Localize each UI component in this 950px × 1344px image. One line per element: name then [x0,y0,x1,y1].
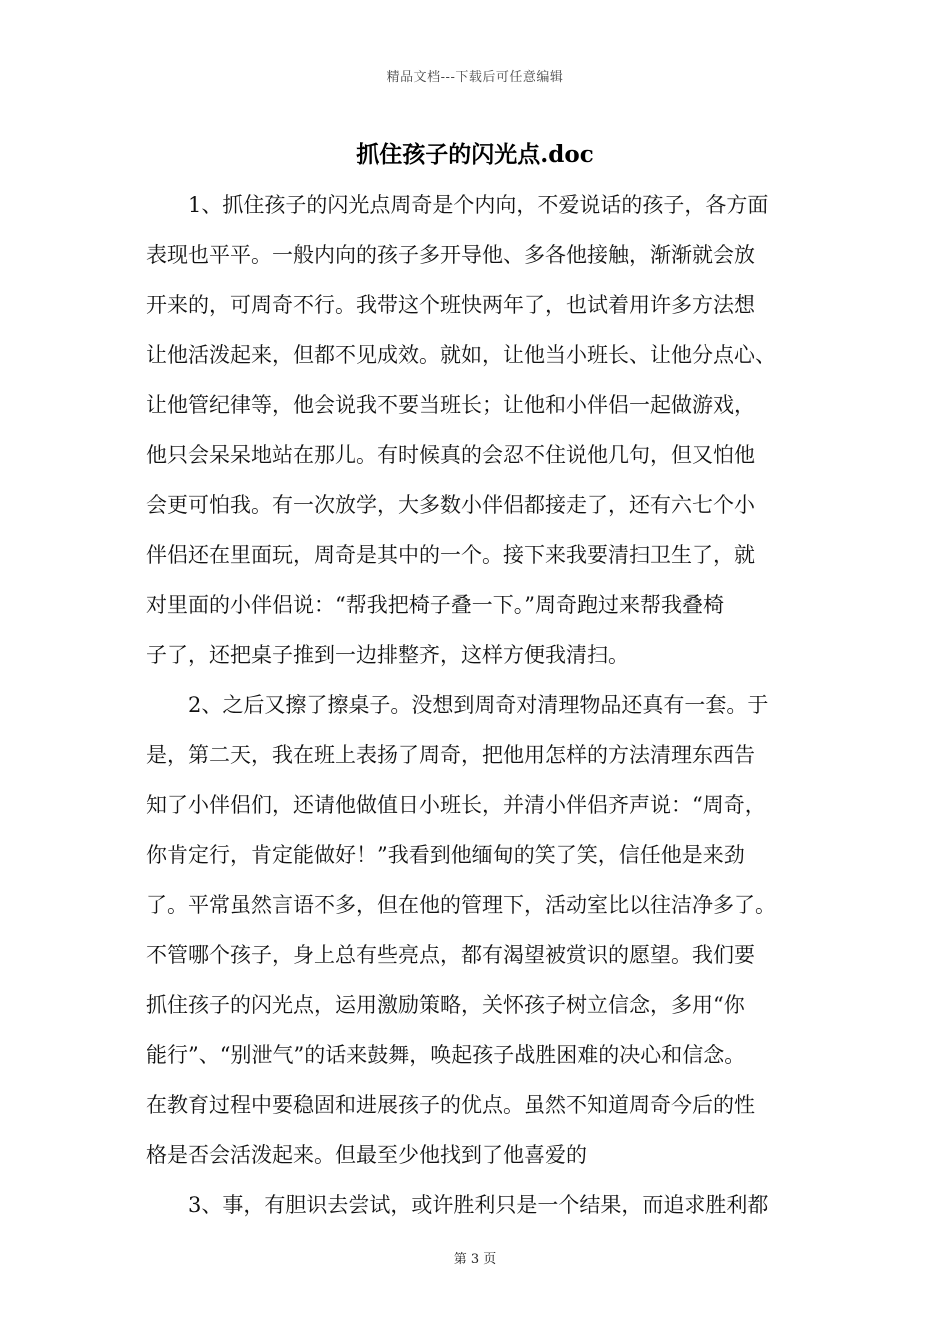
body-line: 格是否会活泼起来。但最至少他找到了他喜爱的 [146,1143,587,1167]
page-header: 精品文档---下载后可任意编辑 [386,70,564,85]
body-line: 你肯定行，肯定能做好！”我看到他缅甸的笑了笑，信任他是来劲 [146,843,745,867]
body-line: 子了，还把桌子推到一边排整齐，这样方便我清扫。 [146,643,629,667]
body-line: 让他管纪律等，他会说我不要当班长；让他和小伴侣一起做游戏， [146,393,755,417]
body-line: 知了小伴侣们，还请他做值日小班长，并清小伴侣齐声说：“周奇， [146,793,766,817]
body-line: 伴侣还在里面玩，周奇是其中的一个。接下来我要清扫卫生了，就 [146,543,755,567]
body-line: 3、事，有胆识去尝试，或许胜利只是一个结果，而追求胜利都 [188,1193,769,1217]
body-line: 会更可怕我。有一次放学，大多数小伴侣都接走了，还有六七个小 [146,493,755,517]
body-line: 1、抓住孩子的闪光点周奇是个内向，不爱说话的孩子，各方面 [188,193,769,217]
body-line: 表现也平平。一般内向的孩子多开导他、多各他接触，渐渐就会放 [146,243,755,267]
body-line: 开来的，可周奇不行。我带这个班快两年了，也试着用许多方法想 [146,293,755,317]
body-line: 是，第二天，我在班上表扬了周奇，把他用怎样的方法清理东西告 [146,743,755,767]
body-line: 不管哪个孩子，身上总有些亮点，都有渴望被赏识的愿望。我们要 [146,943,755,967]
body-line: 对里面的小伴侣说：“帮我把椅子叠一下。”周奇跑过来帮我叠椅 [146,593,724,617]
page-number: 第 3 页 [453,1252,497,1267]
body-line: 了。平常虽然言语不多，但在他的管理下，活动室比以往洁净多了。 [146,893,776,917]
body-line: 能行”、“别泄气”的话来鼓舞，唤起孩子战胜困难的决心和信念。 [146,1043,746,1067]
document-body [146,180,806,1230]
body-line: 让他活泼起来，但都不见成效。就如，让他当小班长、让他分点心、 [146,343,776,367]
document-title: 抓住孩子的闪光点.doc [356,141,594,168]
body-line: 在教育过程中要稳固和进展孩子的优点。虽然不知道周奇今后的性 [146,1093,755,1117]
body-line: 抓住孩子的闪光点，运用激励策略，关怀孩子树立信念，多用“你 [146,993,745,1017]
body-line: 他只会呆呆地站在那儿。有时候真的会忍不住说他几句，但又怕他 [146,443,755,467]
body-line: 2、之后又擦了擦桌子。没想到周奇对清理物品还真有一套。于 [188,693,769,717]
